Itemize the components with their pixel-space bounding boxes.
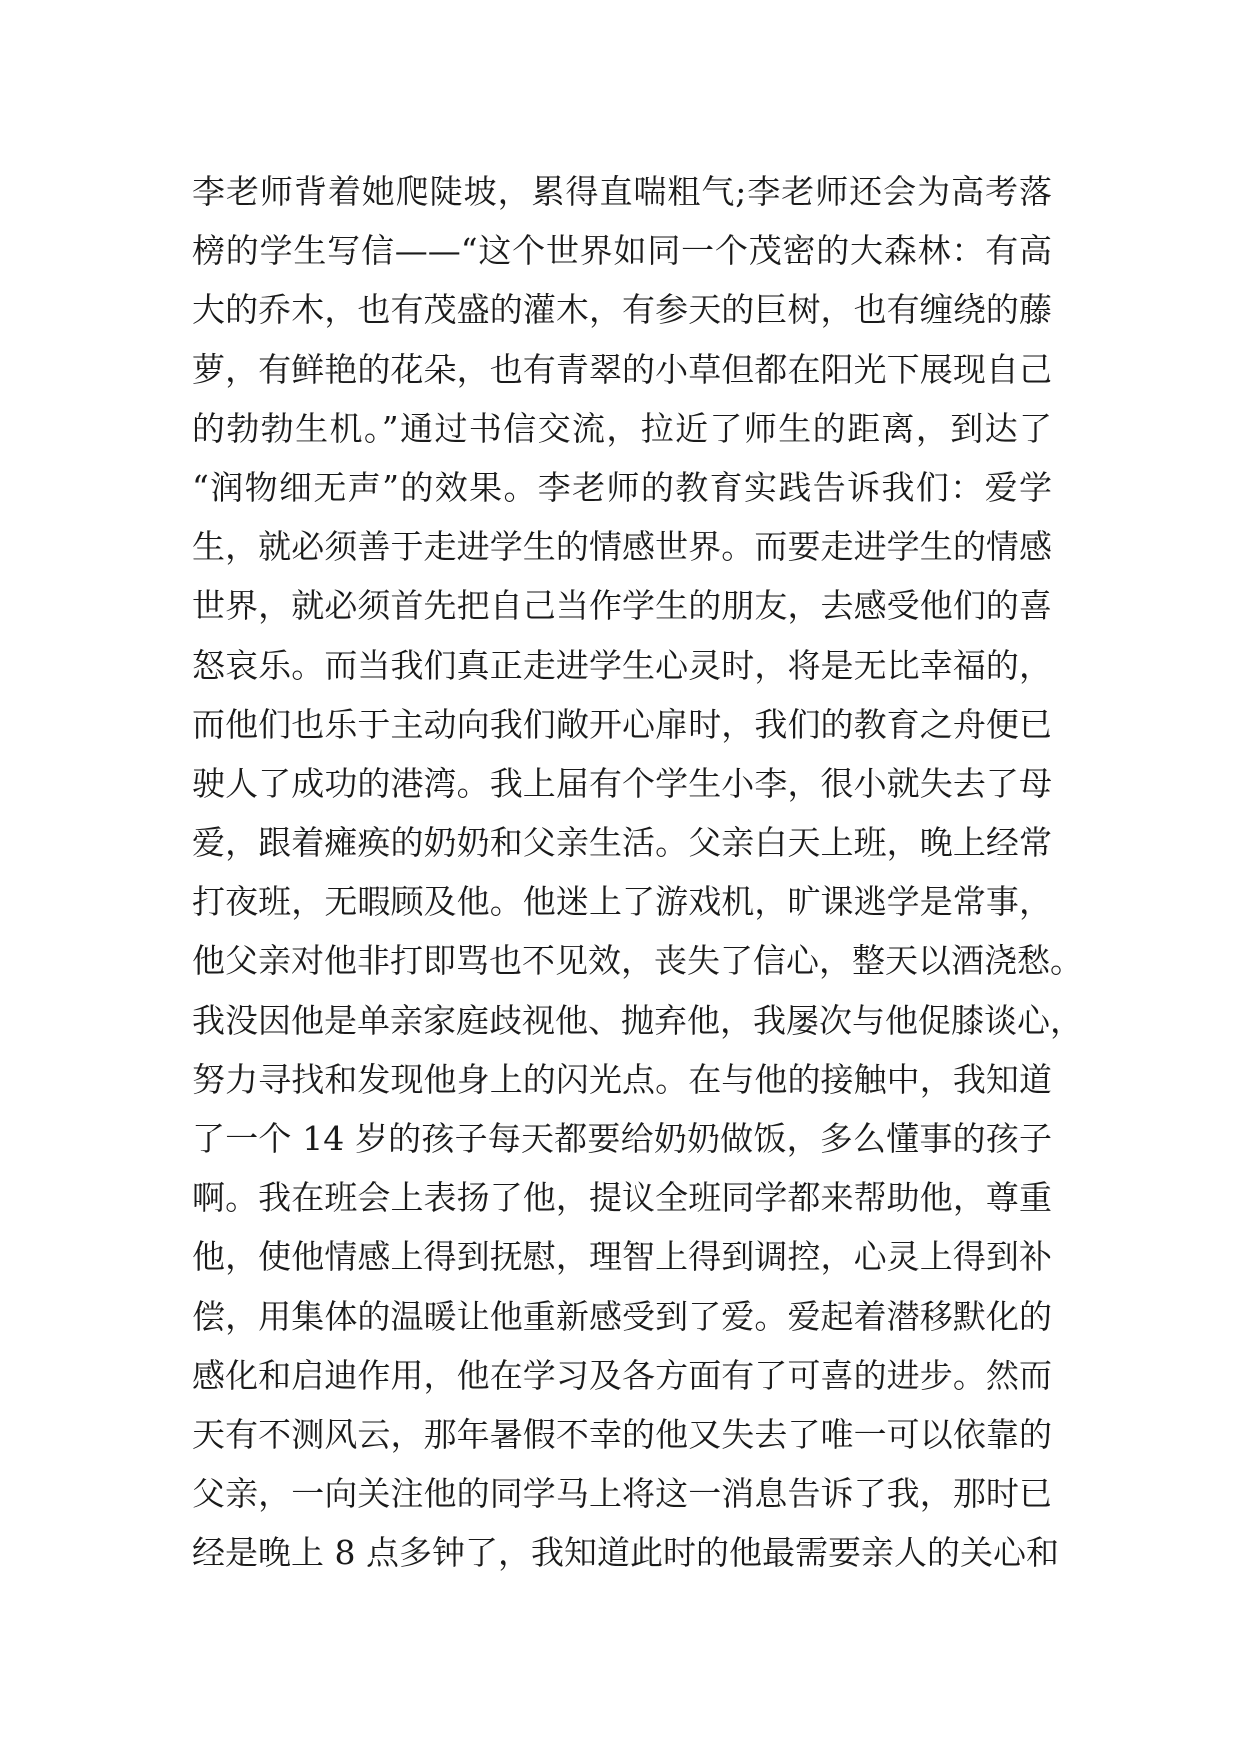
text-line: 父亲，一向关注他的同学马上将这一消息告诉了我，那时已 — [192, 1474, 1052, 1514]
text-line: 他父亲对他非打即骂也不见效，丧失了信心，整天以酒浇愁。 — [192, 941, 1083, 981]
text-line: 驶人了成功的港湾。我上届有个学生小李，很小就失去了母 — [192, 763, 1052, 803]
text-line: 而他们也乐于主动向我们敞开心扉时，我们的教育之舟便已 — [192, 704, 1052, 744]
text-line: 努力寻找和发现他身上的闪光点。在与他的接触中，我知道 — [192, 1059, 1052, 1099]
text-line: 生，就必须善于走进学生的情感世界。而要走进学生的情感 — [192, 527, 1052, 567]
text-line: 偿，用集体的温暖让他重新感受到了爱。爱起着潜移默化的 — [192, 1296, 1052, 1336]
text-line: 榜的学生写信——“这个世界如同一个茂密的大森林：有高 — [192, 231, 1052, 271]
text-line: 的勃勃生机。”通过书信交流，拉近了师生的距离，到达了 — [192, 408, 1052, 448]
body-text — [192, 162, 1083, 1583]
text-line: 萝，有鲜艳的花朵，也有青翠的小草但都在阳光下展现自己 — [192, 349, 1052, 389]
text-line: 怒哀乐。而当我们真正走进学生心灵时，将是无比幸福的， — [192, 645, 1052, 685]
text-line: 世界，就必须首先把自己当作学生的朋友，去感受他们的喜 — [192, 586, 1052, 626]
text-line: 大的乔木，也有茂盛的灌木，有参天的巨树，也有缠绕的藤 — [192, 290, 1052, 330]
text-line: 啊。我在班会上表扬了他，提议全班同学都来帮助他，尊重 — [192, 1178, 1052, 1218]
text-line: 李老师背着她爬陡坡，累得直喘粗气;李老师还会为高考落 — [192, 172, 1052, 211]
text-line: 经是晚上 8 点多钟了，我知道此时的他最需要亲人的关心和 — [192, 1533, 1059, 1573]
text-line: 爱，跟着瘫痪的奶奶和父亲生活。父亲白天上班，晚上经常 — [192, 823, 1052, 863]
text-line: 他，使他情感上得到抚慰，理智上得到调控，心灵上得到补 — [192, 1237, 1052, 1277]
text-line: 了一个 14 岁的孩子每天都要给奶奶做饭，多么懂事的孩子 — [192, 1119, 1052, 1158]
text-line: 天有不测风云，那年暑假不幸的他又失去了唯一可以依靠的 — [192, 1414, 1052, 1454]
text-line: 感化和启迪作用，他在学习及各方面有了可喜的进步。然而 — [192, 1355, 1052, 1395]
text-line: 我没因他是单亲家庭歧视他、抛弃他，我屡次与他促膝谈心， — [192, 1000, 1083, 1040]
text-line: 打夜班，无暇顾及他。他迷上了游戏机，旷课逃学是常事， — [192, 882, 1052, 922]
text-line: “润物细无声”的效果。李老师的教育实践告诉我们：爱学 — [192, 467, 1052, 507]
